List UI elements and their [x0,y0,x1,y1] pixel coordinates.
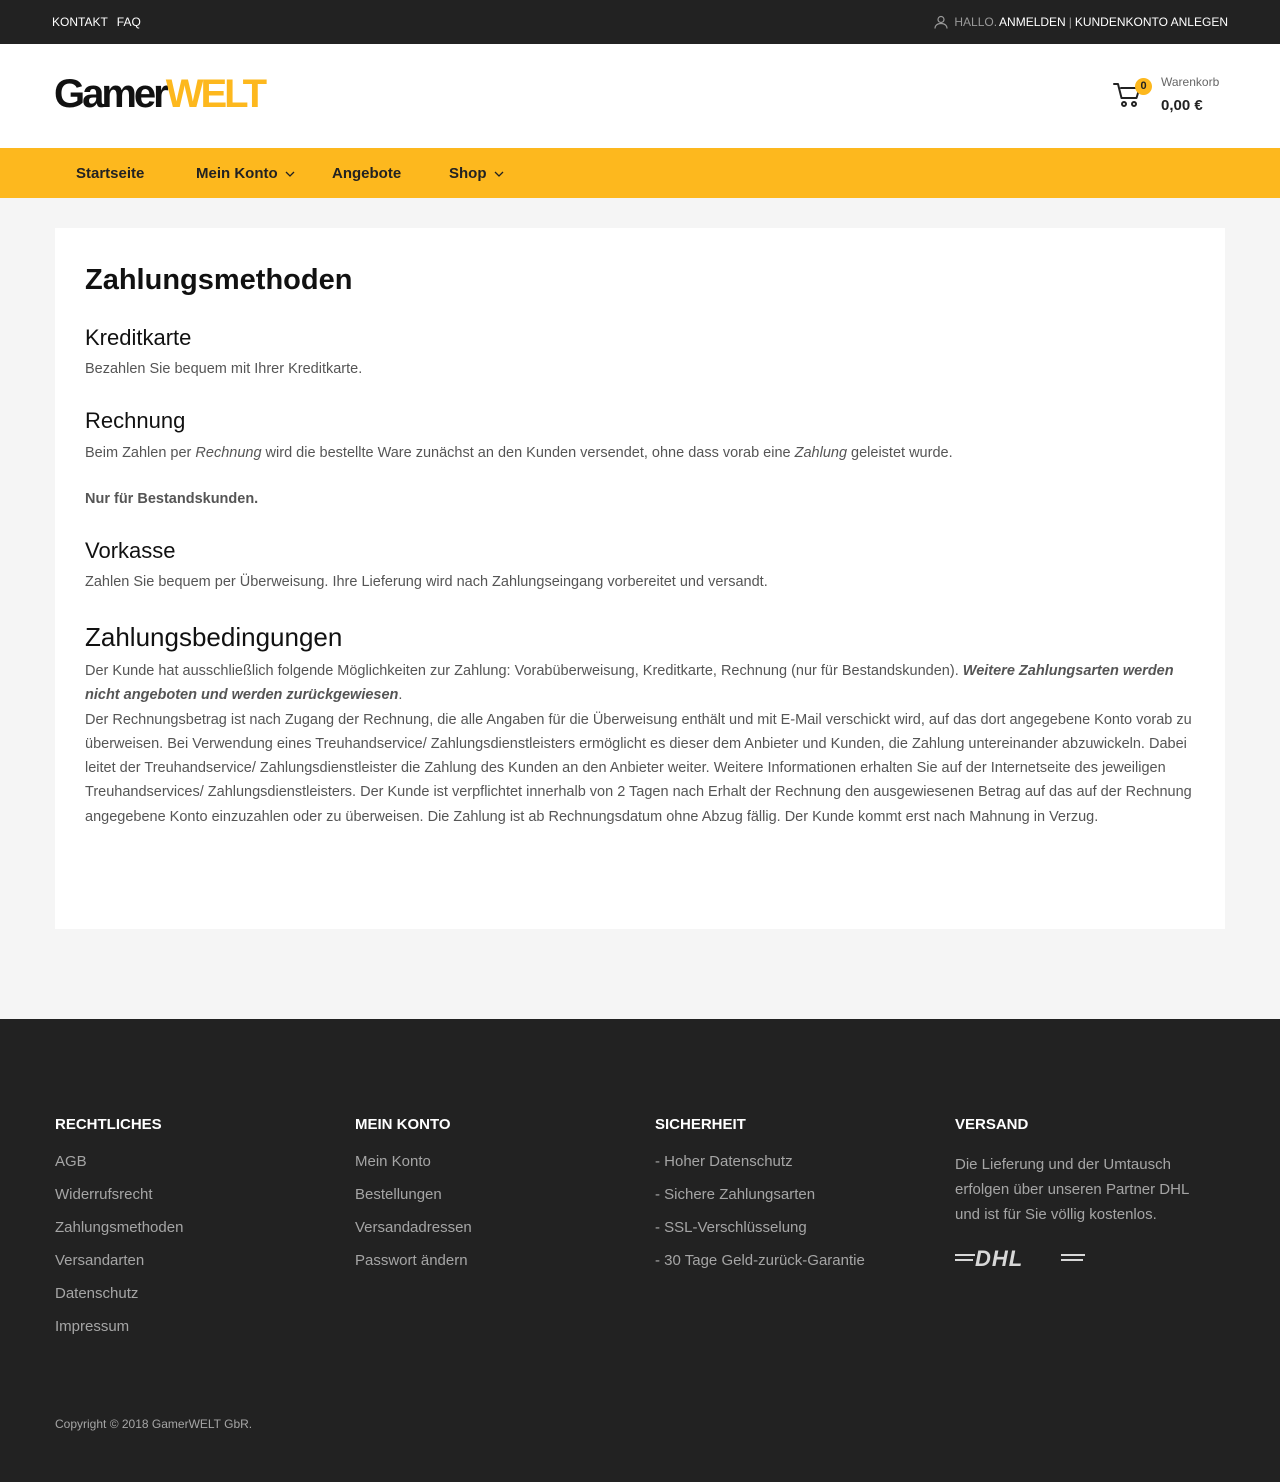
footer-link-bestellungen[interactable]: Bestellungen [355,1186,442,1203]
login-link[interactable]: ANMELDEN [999,15,1066,29]
bedingungen-heading: Zahlungsbedingungen [85,622,343,652]
kreditkarte-heading: Kreditkarte [85,325,192,350]
footer-heading: SICHERHEIT [655,1116,746,1133]
nav-item-label: Shop [449,165,487,182]
dhl-logo-icon [955,1247,1085,1269]
nav-item-label: Angebote [332,165,402,182]
chevron-down-icon [285,171,295,177]
faq-link[interactable]: FAQ [116,15,141,29]
rechnung-heading: Rechnung [85,408,186,433]
footer-link-widerrufsrecht[interactable]: Widerrufsrecht [55,1186,153,1203]
bedingungen-text [85,659,1200,829]
footer-security-item: - Sichere Zahlungsarten [655,1186,816,1203]
rechnung-text [85,441,1200,465]
footer-link-impressum[interactable]: Impressum [55,1318,130,1335]
footer-security-item: - 30 Tage Geld-zurück-Garantie [655,1252,865,1269]
rechnung-note [85,487,1200,511]
footer-versand [955,1116,1225,1274]
footer-link-datenschutz[interactable]: Datenschutz [55,1285,139,1302]
cart-widget[interactable] [1113,75,1233,125]
user-icon [934,15,948,29]
nav-item-angebote[interactable] [332,165,401,182]
rechnung-text-em: Rechnung [195,445,262,461]
top-links [52,15,141,29]
footer-security-item: - SSL-Verschlüsselung [655,1219,807,1236]
nav-item-shop[interactable] [449,165,504,182]
logo-welt: WELT [165,72,265,116]
nav-item-startseite[interactable] [76,165,144,182]
vorkasse-text: Zahlen Sie bequem per Überweisung. Ihre Lieferung wird nach Zahlungseingang vorbereitet und versandt. [85,574,768,590]
bedingungen-text-em: Weitere Zahlungsarten werden nicht angeboten und werden zurückgewiesen [85,663,1174,704]
chevron-down-icon [494,171,504,177]
footer-heading: MEIN KONTO [355,1116,451,1133]
footer-heading: VERSAND [955,1116,1029,1133]
footer-heading: RECHTLICHES [55,1116,162,1133]
rechnung-note-bold: Nur für Bestandskunden. [85,491,259,507]
rechnung-text-part: Beim Zahlen per [85,445,196,461]
separator: | [1068,15,1072,29]
footer-link-versandadressen[interactable]: Versandadressen [355,1219,472,1236]
cart-label: Warenkorb [1161,75,1220,89]
footer-sicherheit [655,1116,925,1284]
footer-mein-konto [355,1116,625,1284]
main-nav [0,148,1280,198]
top-bar [0,0,1280,44]
footer-versand-text: Die Lieferung und der Umtausch erfolgen über unseren Partner DHL und ist für Sie völlig kostenlos. [955,1156,1189,1223]
footer-link-agb[interactable]: AGB [55,1153,87,1170]
copyright: Copyright © 2018 GamerWELT GbR. [55,1417,253,1431]
dhl-logo-text: DHL [975,1247,1024,1269]
register-link[interactable]: KUNDENKONTO ANLEGEN [1074,15,1228,29]
content-card [55,228,1225,929]
bedingungen-text-part: . [398,687,403,704]
nav-item-mein-konto[interactable] [196,165,295,182]
footer-security-item: - Hoher Datenschutz [655,1153,793,1170]
rechnung-text-em: Zahlung [794,445,848,461]
footer-rechtliches [55,1116,325,1350]
hello-text: HALLO. [954,15,998,29]
footer-link-passwort[interactable]: Passwort ändern [355,1252,468,1269]
page-title: Zahlungsmethoden [85,264,353,296]
footer-link-versandarten[interactable]: Versandarten [55,1252,145,1269]
footer-link-zahlungsmethoden[interactable]: Zahlungsmethoden [55,1219,184,1236]
contact-link[interactable]: KONTAKT [52,15,108,29]
nav-item-label: Mein Konto [196,165,278,182]
cart-total: 0,00 € [1161,97,1203,114]
cart-count-badge: 0 [1135,78,1152,95]
rechnung-text-part: wird die bestellte Ware zunächst an den Kunden versendet, ohne dass vorab eine [261,445,795,461]
kreditkarte-text: Bezahlen Sie bequem mit Ihrer Kreditkarte. [85,361,363,377]
account-links [934,15,1228,29]
footer [0,1019,1280,1482]
logo-gamer: Gamer [54,72,166,116]
rechnung-text-part: geleistet wurde. [847,445,953,461]
bedingungen-text-part: Der Kunde hat ausschließlich folgende Möglichkeiten zur Zahlung: Vorabüberweisung, Kreditkarte, Rechnung (nur für Bestandskunden). [85,663,963,679]
footer-link-mein-konto[interactable]: Mein Konto [355,1153,431,1170]
nav-item-label: Startseite [76,165,145,182]
logo[interactable] [54,74,264,114]
bedingungen-text-part: Der Rechnungsbetrag ist nach Zugang der Rechnung, die alle Angaben für die Überweisung enthält und mit E-Mail verschickt wird, auf das dort angegebene Konto vorab zu überweisen. Bei Verwendung eines Treuhandservice/ Zahlungsdienstleisters ermöglicht es dieser dem Anbieter und Kunden, die Zahlung untereinander abzuwickeln. Dabei leitet der Treuhandservice/ Zahlungsdienstleister die Zahlung des Kunden an den Anbieter weiter. Weitere Informationen erhalten Sie auf der Internetseite des jeweiligen Treuhandservices/ Zahlungsdienstleisters. Der Kunde ist verpflichtet innerhalb von 2 Tagen nach Erhalt der Rechnung den ausgewiesenen Betrag auf das auf der Rechnung angegebene Konto einzuzahlen oder zu überweisen. Die Zahlung ist ab Rechnungsdatum ohne Abzug fällig. Der Kunde kommt erst nach Mahnung in Verzug. [85,711,1192,825]
header [0,44,1280,148]
vorkasse-heading: Vorkasse [85,538,176,563]
